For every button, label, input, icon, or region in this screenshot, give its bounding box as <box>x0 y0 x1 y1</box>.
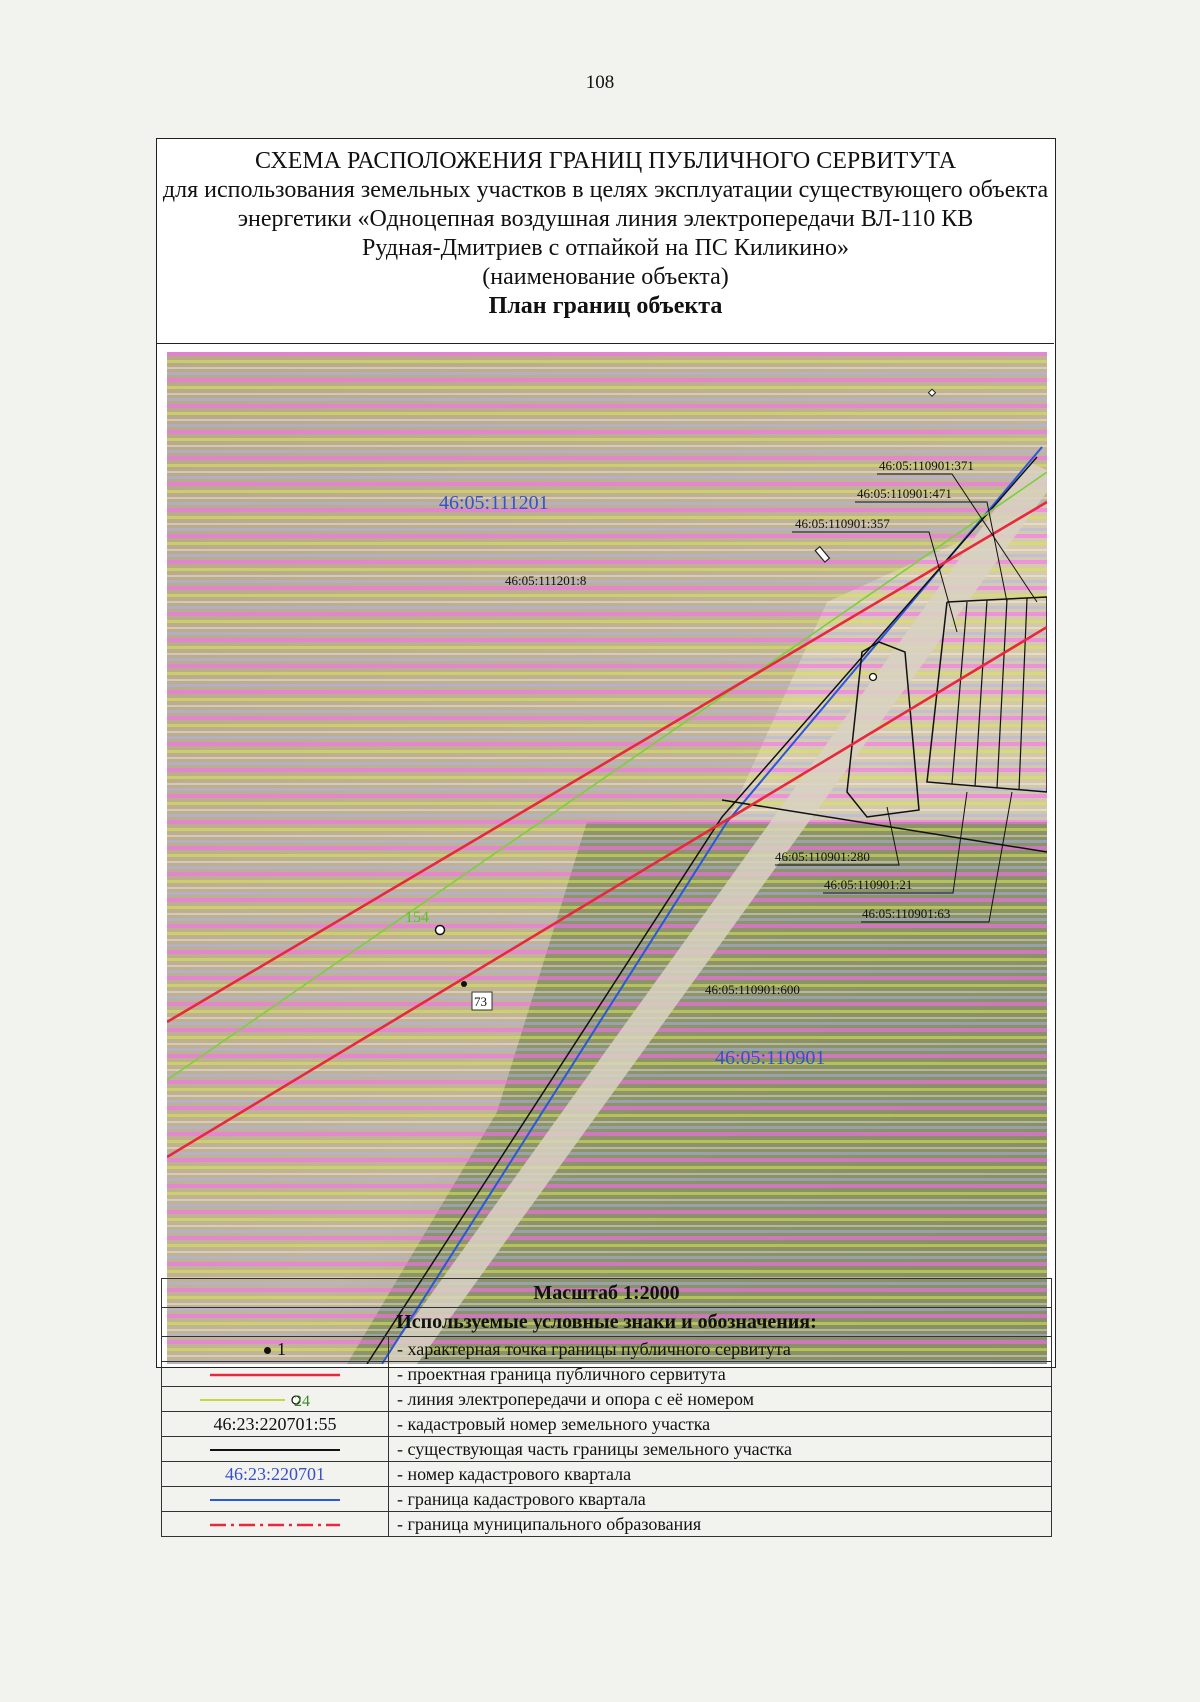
title-subline: Рудная-Дмитриев с отпайкой на ПС Киликино» <box>362 235 849 261</box>
legend-symbol <box>162 1512 389 1537</box>
pole-marker[interactable] <box>436 926 445 935</box>
legend-text: - характерная точка границы публичного сервитута <box>389 1337 1052 1362</box>
map-area[interactable] <box>167 352 1047 1364</box>
legend-row <box>162 1362 1052 1387</box>
legend-text: - существующая часть границы земельного участка <box>389 1437 1052 1462</box>
parcel-number-label: 46:05:110901:63 <box>862 906 951 921</box>
map-svg[interactable] <box>167 352 1047 1364</box>
servitude-line-icon <box>210 1372 340 1378</box>
parcel-number-label: 46:05:110901:21 <box>824 877 913 892</box>
scale-label: Масштаб 1:2000 <box>162 1279 1052 1308</box>
legend-text: - линия электропередачи и опора с её номером <box>389 1387 1052 1412</box>
legend-text: - граница муниципального образования <box>389 1512 1052 1537</box>
legend-symbol-text: 24 <box>294 1392 310 1410</box>
legend-text: - граница кадастрового квартала <box>389 1487 1052 1512</box>
parcel-number-label: 46:05:111201:8 <box>505 573 587 588</box>
legend-row <box>162 1337 1052 1362</box>
legend-text: - проектная граница публичного сервитута <box>389 1362 1052 1387</box>
parcel-number-label: 46:05:110901:357 <box>795 516 890 531</box>
title-subline: для использования земельных участков в целях эксплуатации существующего объекта <box>162 177 1049 203</box>
legend-symbol <box>162 1487 389 1512</box>
legend-row <box>162 1512 1052 1537</box>
legend-table <box>161 1278 1052 1537</box>
parcel-number-label: 46:05:110901:280 <box>775 849 870 864</box>
parcel-number-label: 46:05:110901:471 <box>857 486 952 501</box>
power-line-icon <box>200 1390 350 1410</box>
legend-symbol: 46:23:220701 <box>162 1462 389 1487</box>
quarter-number-label: 46:05:111201 <box>439 492 549 514</box>
legend-symbol <box>162 1337 389 1362</box>
legend-symbol: 46:23:220701:55 <box>162 1412 389 1437</box>
scheme-frame <box>156 138 1056 1368</box>
legend-text: - номер кадастрового квартала <box>389 1462 1052 1487</box>
parcel-border-icon <box>210 1447 340 1453</box>
legend-row <box>162 1487 1052 1512</box>
page-number: 108 <box>585 72 615 93</box>
parcel-number-label: 46:05:110901:600 <box>705 982 800 997</box>
legend-symbol <box>162 1437 389 1462</box>
municipal-border-icon <box>210 1522 340 1528</box>
legend-row <box>162 1387 1052 1412</box>
pole-number-label: 154 <box>405 909 429 926</box>
legend-symbol <box>162 1362 389 1387</box>
quarter-number-label: 46:05:110901 <box>715 1047 826 1069</box>
pole-marker[interactable] <box>870 674 877 681</box>
boundary-point-marker[interactable] <box>461 981 467 987</box>
quarter-border-icon <box>210 1497 340 1503</box>
legend-symbol-text: 1 <box>277 1338 286 1359</box>
legend-text: - кадастровый номер земельного участка <box>389 1412 1052 1437</box>
boundary-point-icon <box>264 1347 271 1354</box>
legend-row <box>162 1462 1052 1487</box>
plan-title: План границ объекта <box>488 293 723 319</box>
title-heading: СХЕМА РАСПОЛОЖЕНИЯ ГРАНИЦ ПУБЛИЧНОГО СЕРВИТУТА <box>254 148 957 174</box>
point-number-label: 73 <box>474 994 487 1009</box>
legend-symbol <box>162 1387 389 1412</box>
object-name-caption: (наименование объекта) <box>482 264 729 290</box>
title-block <box>157 139 1054 344</box>
legend-row <box>162 1437 1052 1462</box>
parcel-number-label: 46:05:110901:371 <box>879 458 974 473</box>
scan-stripes <box>167 352 1047 1364</box>
legend-row <box>162 1412 1052 1437</box>
title-subline: энергетики «Одноцепная воздушная линия электропередачи ВЛ-110 КВ <box>237 206 974 232</box>
legend-heading: Используемые условные знаки и обозначения: <box>162 1308 1052 1337</box>
